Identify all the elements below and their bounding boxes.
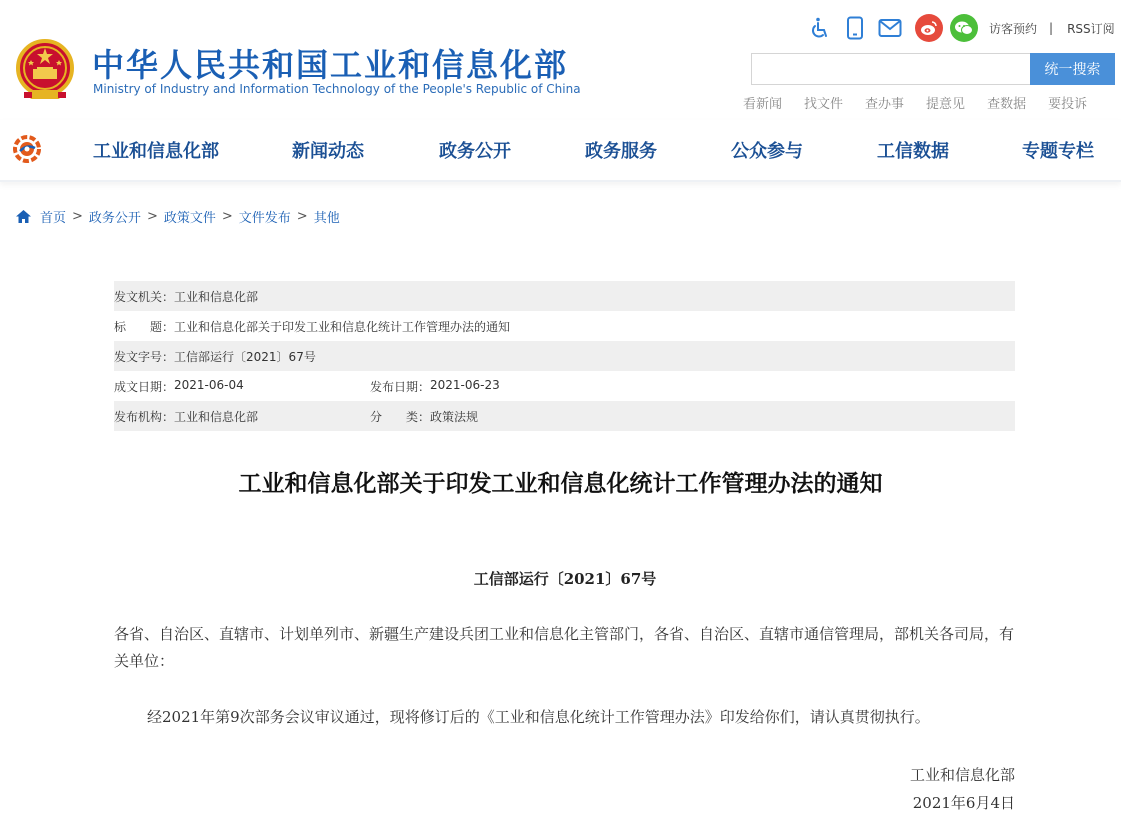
- top-separator: |: [1049, 21, 1054, 35]
- quick-link-news[interactable]: 看新闻: [743, 97, 783, 112]
- breadcrumb: [15, 207, 340, 226]
- nav-item-ministry[interactable]: 工业和信息化部: [93, 141, 219, 162]
- meta-value-title: 工业和信息化部关于印发工业和信息化统计工作管理办法的通知: [174, 319, 511, 334]
- meta-value-org: 工业和信息化部: [174, 409, 259, 424]
- mail-icon[interactable]: [876, 14, 904, 42]
- meta-value-issuer: 工业和信息化部: [174, 289, 259, 304]
- meta-row-title: [114, 311, 1015, 341]
- meta-row-issuer: [114, 281, 1015, 311]
- meta-label-org: 发布机构：: [114, 409, 175, 424]
- document-title: 工业和信息化部关于印发工业和信息化统计工作管理办法的通知: [238, 471, 883, 497]
- quick-links: [743, 93, 1109, 112]
- breadcrumb-separator: >: [296, 209, 308, 224]
- breadcrumb-policy-documents[interactable]: 政策文件: [163, 211, 216, 226]
- quick-link-services[interactable]: 查办事: [865, 97, 905, 112]
- breadcrumb-home[interactable]: 首页: [40, 211, 67, 226]
- meta-label-category: 分 类：: [370, 409, 431, 424]
- site-title-english[interactable]: Ministry of Industry and Information Technology of the People's Republic of China: [93, 82, 581, 96]
- weibo-icon[interactable]: [915, 14, 943, 42]
- document-addressees: 各省、自治区、直辖市、计划单列市、新疆生产建设兵团工业和信息化主管部门，各省、自治区、直辖市通信管理局，部机关各司局，有关单位：: [114, 625, 1015, 670]
- meta-label-docno: 发文字号：: [114, 349, 175, 364]
- document-signature: 工业和信息化部: [909, 766, 1015, 784]
- meta-label-issuer: 发文机关：: [114, 289, 175, 304]
- nav-item-topics[interactable]: 专题专栏: [1022, 141, 1094, 162]
- meta-row-org: [114, 401, 1015, 431]
- national-emblem-icon[interactable]: [14, 38, 76, 102]
- nav-item-services[interactable]: 政务服务: [585, 141, 657, 162]
- meta-value-docno: 工信部运行〔2021〕67号: [174, 349, 316, 364]
- document-date: 2021年6月4日: [912, 794, 1015, 812]
- breadcrumb-government-affairs[interactable]: 政务公开: [88, 211, 141, 226]
- accessibility-icon[interactable]: [806, 14, 834, 42]
- breadcrumb-separator: >: [72, 209, 83, 224]
- home-icon[interactable]: [15, 209, 32, 224]
- nav-item-news[interactable]: 新闻动态: [292, 141, 364, 162]
- quick-link-files[interactable]: 找文件: [804, 97, 844, 112]
- meta-value-category: 政策法规: [430, 409, 479, 424]
- breadcrumb-separator: >: [146, 209, 158, 224]
- top-utility-bar: [806, 14, 1115, 42]
- nav-item-government-affairs[interactable]: 政务公开: [439, 141, 511, 162]
- breadcrumb-document-release[interactable]: 文件发布: [238, 211, 291, 226]
- nav-item-participation[interactable]: 公众参与: [731, 141, 803, 162]
- search-input[interactable]: [751, 53, 1031, 85]
- quick-link-data[interactable]: 查数据: [987, 97, 1027, 112]
- mobile-icon[interactable]: [841, 14, 869, 42]
- meta-row-docno: [114, 341, 1015, 371]
- breadcrumb-separator: >: [221, 209, 233, 224]
- breadcrumb-other[interactable]: 其他: [313, 211, 340, 226]
- meta-label-published-date: 发布日期：: [370, 379, 431, 394]
- document-body-paragraph: 经2021年第9次部务会议审议通过，现将修订后的《工业和信息化统计工作管理办法》印发给你们，请认真贯彻执行。: [147, 708, 930, 726]
- wechat-icon[interactable]: [950, 14, 978, 42]
- nav-item-data[interactable]: 工信数据: [877, 141, 949, 162]
- quick-link-complaint[interactable]: 要投诉: [1048, 97, 1088, 112]
- search-button[interactable]: 统一搜索: [1030, 53, 1115, 85]
- meta-row-dates: [114, 371, 1015, 401]
- quick-link-feedback[interactable]: 提意见: [926, 97, 966, 112]
- main-nav: [0, 120, 1121, 182]
- site-title[interactable]: 中华人民共和国工业和信息化部: [92, 46, 569, 84]
- meta-value-written-date: 2021-06-04: [174, 377, 244, 392]
- visitor-appointment-link[interactable]: 访客预约: [989, 21, 1038, 36]
- document-number: 工信部运行〔2021〕67号: [473, 570, 657, 588]
- document-metadata-table: [114, 281, 1015, 431]
- meta-label-written-date: 成文日期：: [114, 379, 175, 394]
- ministry-logo-icon[interactable]: [12, 134, 42, 164]
- meta-label-title: 标 题：: [114, 319, 175, 334]
- meta-value-published-date: 2021-06-23: [430, 377, 500, 392]
- rss-link[interactable]: RSS订阅: [1067, 21, 1115, 36]
- site-header: [0, 0, 1121, 120]
